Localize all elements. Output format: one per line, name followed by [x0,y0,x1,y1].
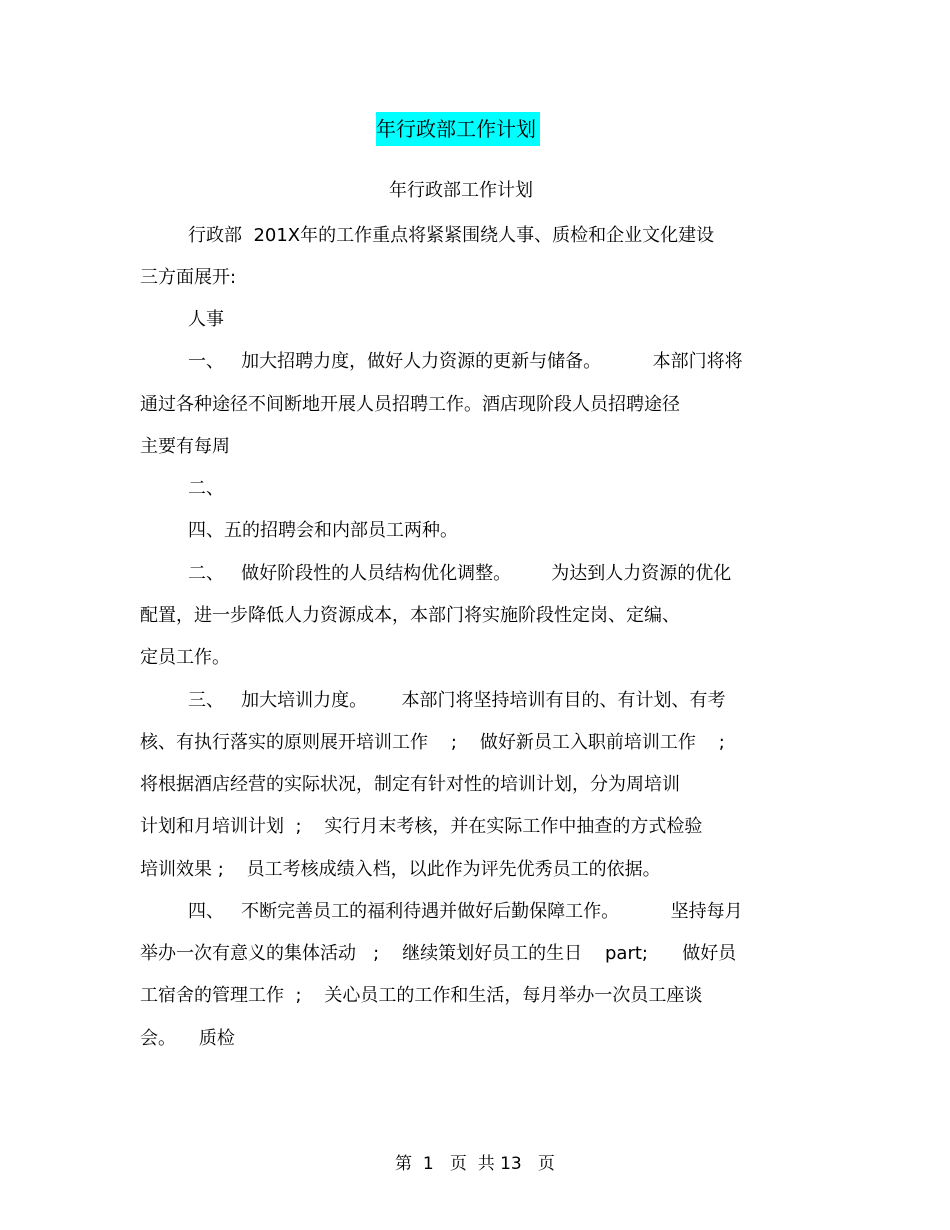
paragraph-line: 计划和月培训计划 ; 实行月末考核，并在实际工作中抽查的方式检验 [140,816,703,837]
paragraph-line: 二、 [188,478,224,499]
paragraph-line: 工宿舍的管理工作 ; 关心员工的工作和生活，每月举办一次员工座谈 [140,985,703,1006]
page-number-footer: 第 1 页 共 13 页 [395,1154,555,1174]
paragraph-line: 核、有执行落实的原则展开培训工作 ; 做好新员工入职前培训工作 ; [140,732,725,753]
paragraph-line: 二、 做好阶段性的人员结构优化调整。 为达到人力资源的优化 [188,563,732,584]
document-title: 年行政部工作计划 [376,112,540,146]
paragraph-line: 行政部 201X年的工作重点将紧紧围绕人事、质检和企业文化建设 [188,225,715,246]
paragraph-line: 三、 加大培训力度。 本部门将坚持培训有目的、有计划、有考 [188,690,726,711]
paragraph-line: 将根据酒店经营的实际状况，制定有针对性的培训计划，分为周培训 [140,774,680,795]
paragraph-line: 一、 加大招聘力度，做好人力资源的更新与储备。 本部门将将 [188,351,743,372]
paragraph-line: 四、五的招聘会和内部员工两种。 [188,520,458,541]
paragraph-line: 举办一次有意义的集体活动 ; 继续策划好员工的生日 part; 做好员 [140,943,737,964]
paragraph-line: 四、 不断完善员工的福利待遇并做好后勤保障工作。 坚持每月 [188,901,743,922]
document-subtitle: 年行政部工作计划 [389,180,533,201]
paragraph-line: 通过各种途径不间断地开展人员招聘工作。酒店现阶段人员招聘途径 [140,394,680,415]
section-heading: 人事 [188,309,224,330]
paragraph-line: 配置，进一步降低人力资源成本，本部门将实施阶段性定岗、定编、 [140,605,680,626]
paragraph-line: 培训效果 ; 员工考核成绩入档，以此作为评先优秀员工的依据。 [140,859,661,880]
paragraph-line: 会。 质检 [140,1028,235,1049]
paragraph-line: 三方面展开: [140,267,237,288]
paragraph-line: 定员工作。 [140,647,230,668]
paragraph-line: 主要有每周 [140,436,230,457]
